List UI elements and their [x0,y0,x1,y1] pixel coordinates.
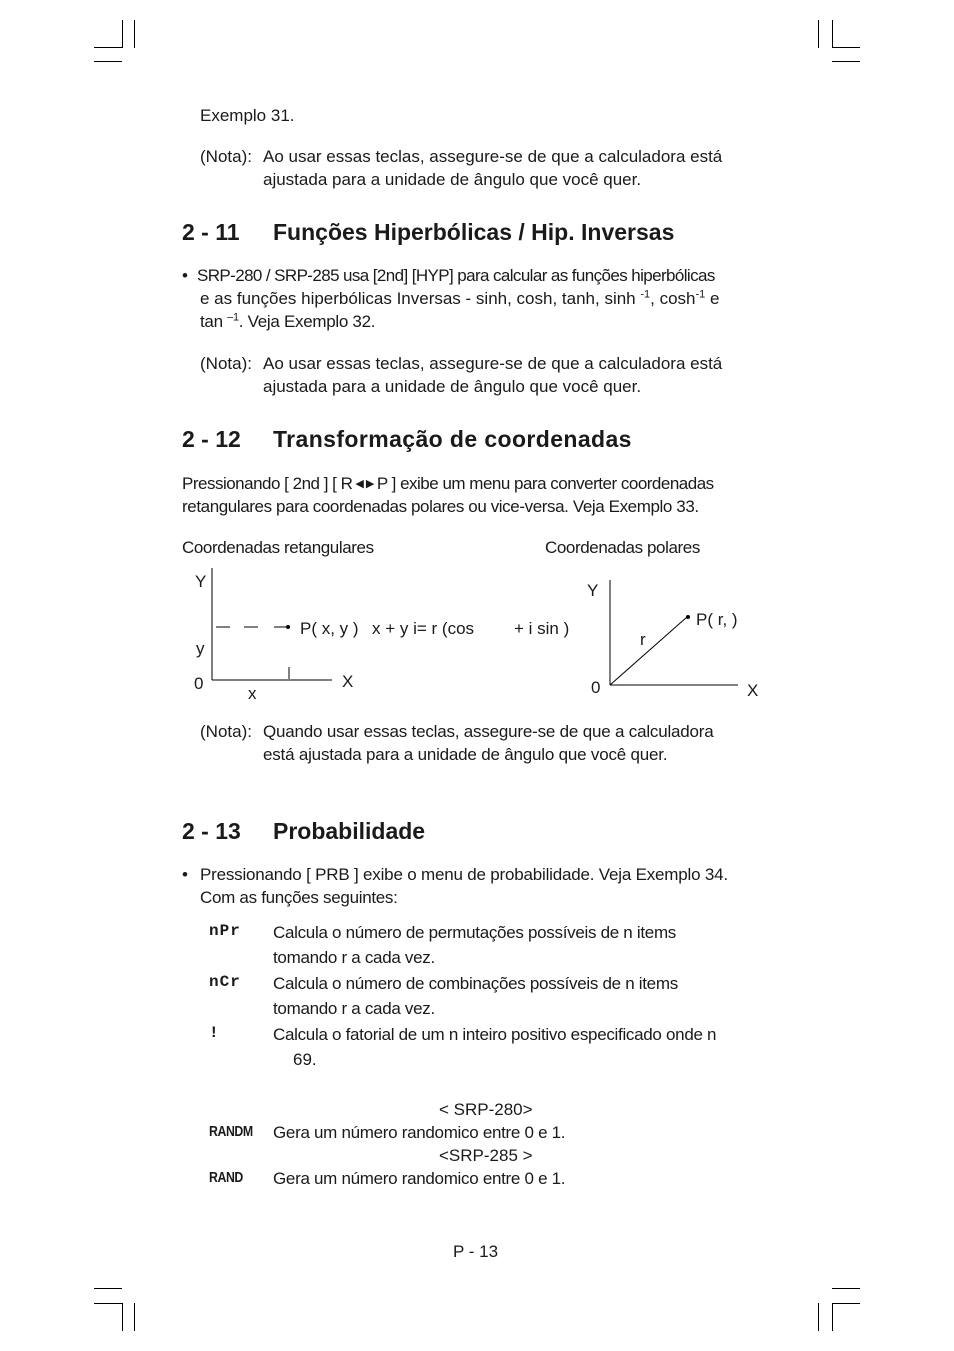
polar-coords-label: Coordenadas polares [545,538,700,557]
origin-label: 0 [194,674,204,693]
section-title: Transformação de coordenadas [273,426,632,452]
function-key-randm: RANDM [209,1123,253,1140]
page-number: P - 13 [453,1242,499,1261]
hyp-text-line1: SRP-280 / SRP-285 usa [2nd] [HYP] para calcular as funções hiperbólicas [197,266,715,285]
note-label: (Nota): [200,722,252,741]
hyp-text-line2: e as funções hiperbólicas Inversas - sinh, cosh, tanh, sinh $^{-1}$, $\cosh^{-1} e$ [200,288,720,308]
y-axis-label: Y [587,581,599,600]
section-number: 2 - 13 [182,818,241,844]
hyp-text-line3: tan $^{-1}$. Veja Exemplo 32. [200,311,376,331]
note-text-line2: ajustada para a unidade de ângulo que você quer. [263,377,642,396]
bullet: • [182,865,188,884]
function-desc-line2: tomando r a cada vez. [273,999,435,1018]
coord-text-line2: retangulares para coordenadas polares ou vice-versa. Veja Exemplo 33. [182,497,699,516]
example-ref: Exemplo 31. [200,106,295,125]
note-text-line2: ajustada para a unidade de ângulo que você quer. [263,170,642,189]
x-axis-label: X [342,672,354,691]
section-number: 2 - 12 [182,426,241,452]
left-right-arrow-icon: ◀ ▶ [355,478,374,490]
radius-label: r [640,630,646,649]
prob-text-line2: Com as funções seguintes: [200,888,398,907]
section-title: Probabilidade [273,818,426,844]
note-text-line1: Ao usar essas teclas, assegure-se de que a calculadora está [263,147,723,166]
y-value-label: y [196,639,205,658]
model-label-srp285: <SRP-285 > [439,1146,533,1165]
x-axis-label: X [747,681,759,700]
y-axis-label: Y [195,572,207,591]
function-desc-line2: 69. [293,1050,317,1069]
function-desc-line1: Calcula o número de permutações possíveis de n items [273,923,677,942]
function-desc: Gera um número randomico entre 0 e 1. [273,1123,566,1142]
section-heading-2-11 [182,219,674,246]
origin-label: 0 [591,678,601,697]
point-label: P( r, ) [696,610,738,629]
x-value-label: x [248,684,257,703]
note-label: (Nota): [200,354,252,373]
note-text-line1: Quando usar essas teclas, assegure-se de que a calculadora [263,722,714,741]
complex-formula-end: + i sin ) [514,619,570,638]
section-heading-2-13 [182,818,425,845]
section-title: Funções Hiperbólicas / Hip. Inversas [273,219,675,245]
bullet: • [182,266,188,285]
rect-coords-label: Coordenadas retangulares [182,538,374,557]
model-label-srp280: < SRP-280> [439,1100,533,1119]
coord-text-line1: Pressionando [ 2nd ] [ R ◀ ▶ P ] exibe um menu para converter coordenadas [182,474,714,493]
function-desc-line2: tomando r a cada vez. [273,948,435,967]
note-text-line2: está ajustada para a unidade de ângulo que você quer. [263,745,668,764]
function-desc-line1: Calcula o fatorial de um n inteiro positivo especificado onde n [273,1025,717,1044]
function-key-rand: RAND [209,1169,243,1186]
note-label: (Nota): [200,147,252,166]
section-number: 2 - 11 [182,219,240,245]
function-key-npr: nPr [209,922,241,940]
section-heading-2-12 [182,426,632,453]
function-key-factorial: ! [209,1024,219,1042]
function-desc-line1: Calcula o número de combinações possíveis de n items [273,974,678,993]
point-label: P( x, y ) [300,619,359,638]
complex-formula: x + y i= r (cos [372,619,475,638]
note-text-line1: Ao usar essas teclas, assegure-se de que a calculadora está [263,354,723,373]
function-desc: Gera um número randomico entre 0 e 1. [273,1169,566,1188]
function-key-ncr: nCr [209,973,241,991]
prob-text-line1: Pressionando [ PRB ] exibe o menu de probabilidade. Veja Exemplo 34. [200,865,728,884]
